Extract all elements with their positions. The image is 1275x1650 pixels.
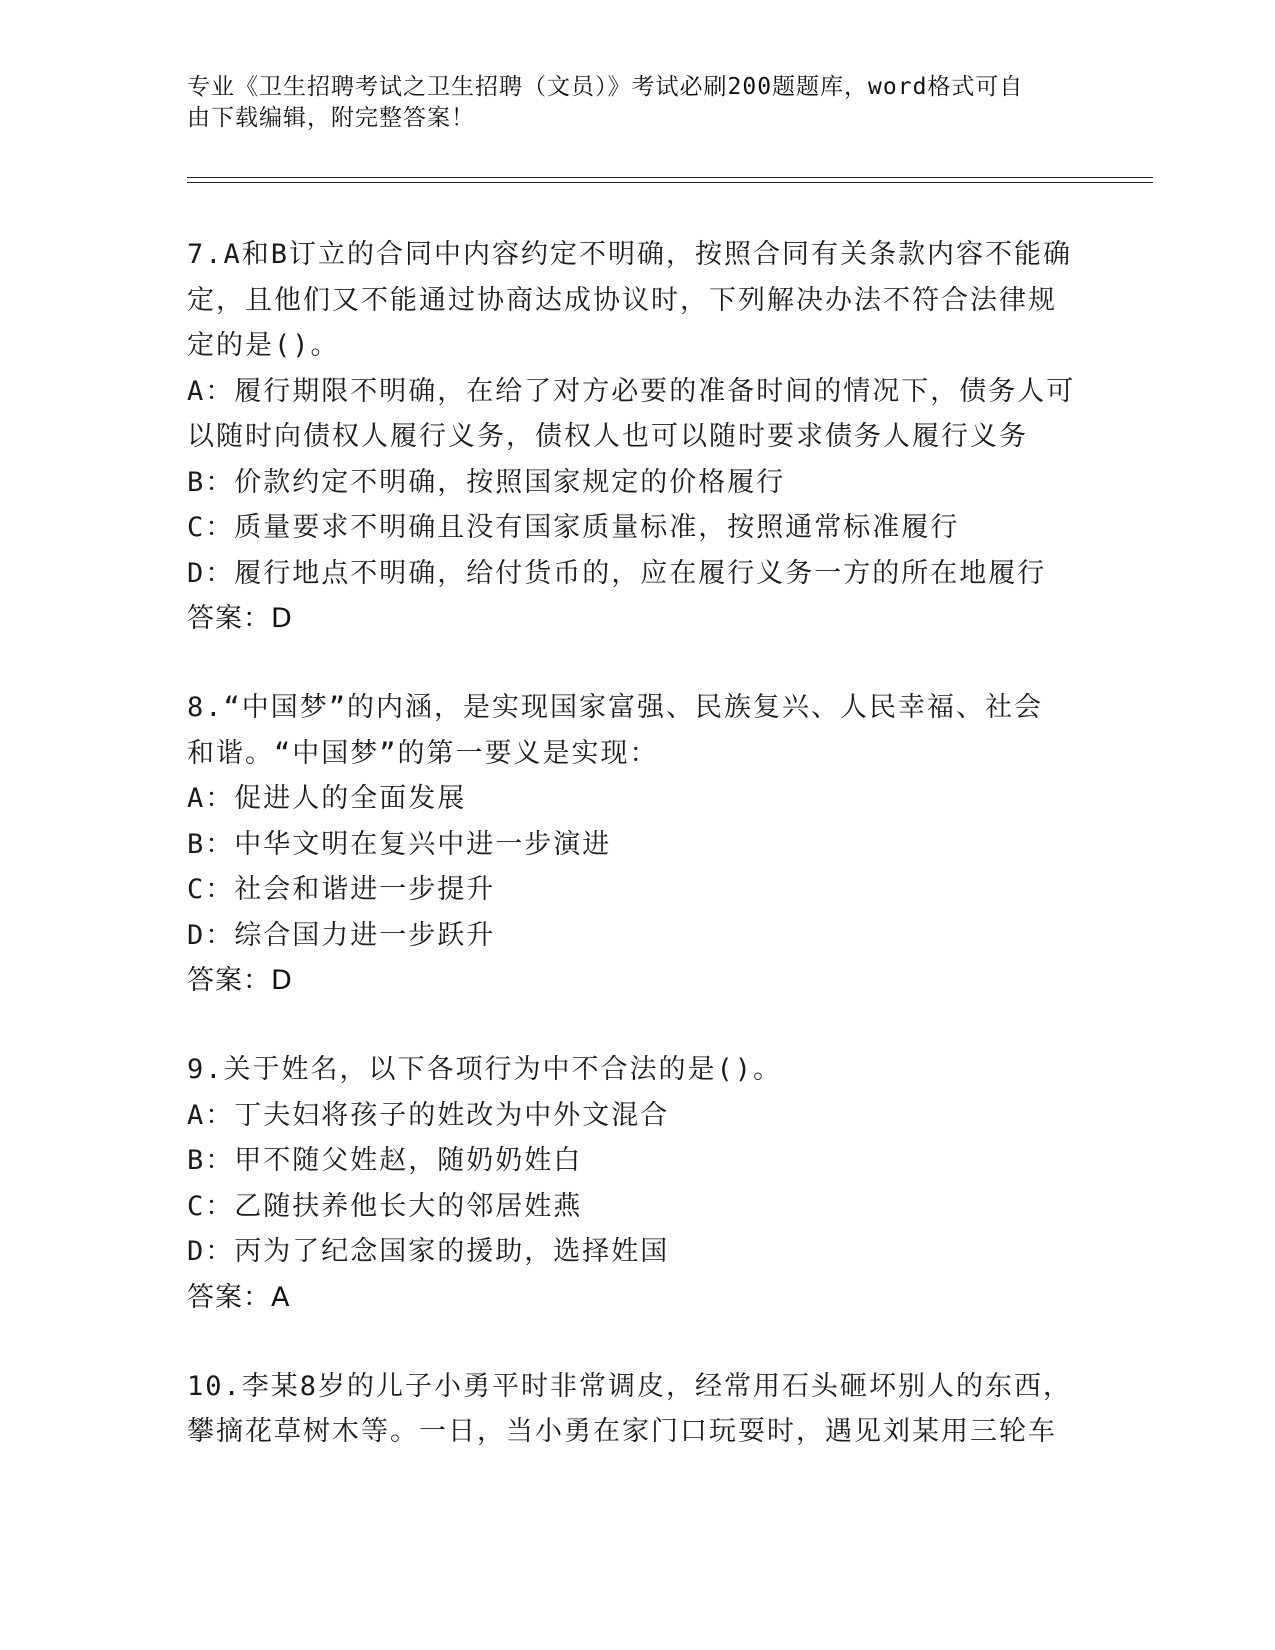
question-list [187,232,1187,1455]
stem-line: 定的是()。 [187,330,340,361]
header-divider-bottom [187,182,1153,183]
document-header [187,72,1067,134]
stem-line: 定，且他们又不能通过协商达成协议时，下列解决办法不符合法律规 [187,284,1057,316]
question-stem [187,1364,1187,1455]
answer-label: 答案：A [187,1281,291,1313]
option-c: C：乙随扶养他长大的邻居姓燕 [187,1190,583,1222]
option-a: A：履行期限不明确，在给了对方必要的准备时间的情况下，债务人可 [187,375,1076,407]
option-d: D：履行地点不明确，给付货币的，应在履行义务一方的所在地履行 [187,557,1047,589]
question-spacer [187,1004,1187,1047]
stem-line: 和谐。“中国梦”的第一要义是实现： [187,737,659,769]
question-stem [187,685,1187,776]
option-a: A：丁夫妇将孩子的姓改为中外文混合 [187,1099,670,1131]
stem-line: 9.关于姓名，以下各项行为中不合法的是()。 [187,1054,783,1085]
question-stem [187,232,1187,369]
option-c: C：质量要求不明确且没有国家质量标准，按照通常标准履行 [187,512,960,543]
stem-line: 10.李某8岁的儿子小勇平时非常调皮，经常用石头砸坏别人的东西， [187,1370,1073,1402]
header-line-2: 由下载编辑，附完整答案！ [187,105,475,131]
answer-label: 答案：D [187,603,293,634]
stem-line: 7.A和B订立的合同中内容约定不明确，按照合同有关条款内容不能确 [187,239,1073,270]
option-b: B：价款约定不明确，按照国家规定的价格履行 [187,466,786,498]
option-a-continued: 以随时向债权人履行义务，债权人也可以随时要求债务人履行义务 [187,421,1028,452]
answer-label: 答案：D [187,965,293,996]
header-divider-top [187,177,1153,178]
option-c: C：社会和谐进一步提升 [187,874,496,905]
option-a: A：促进人的全面发展 [187,783,467,814]
question-8 [187,685,1187,1004]
question-spacer [187,642,1187,685]
stem-line: 攀摘花草树木等。一日，当小勇在家门口玩耍时，遇见刘某用三轮车 [187,1416,1057,1447]
question-9 [187,1047,1187,1321]
question-spacer [187,1321,1187,1364]
option-b: B：中华文明在复兴中进一步演进 [187,828,612,860]
stem-line: 8.“中国梦”的内涵，是实现国家富强、民族复兴、人民幸福、社会 [187,692,1044,723]
option-d: D：综合国力进一步跃升 [187,919,496,951]
header-line-1: 专业《卫生招聘考试之卫生招聘（文员）》考试必刷200题题库，word格式可自 [187,74,1024,100]
question-7 [187,232,1187,642]
question-10 [187,1364,1187,1455]
option-d: D：丙为了纪念国家的援助，选择姓国 [187,1236,670,1267]
question-stem [187,1047,1187,1093]
option-b: B：甲不随父姓赵，随奶奶姓白 [187,1145,583,1176]
